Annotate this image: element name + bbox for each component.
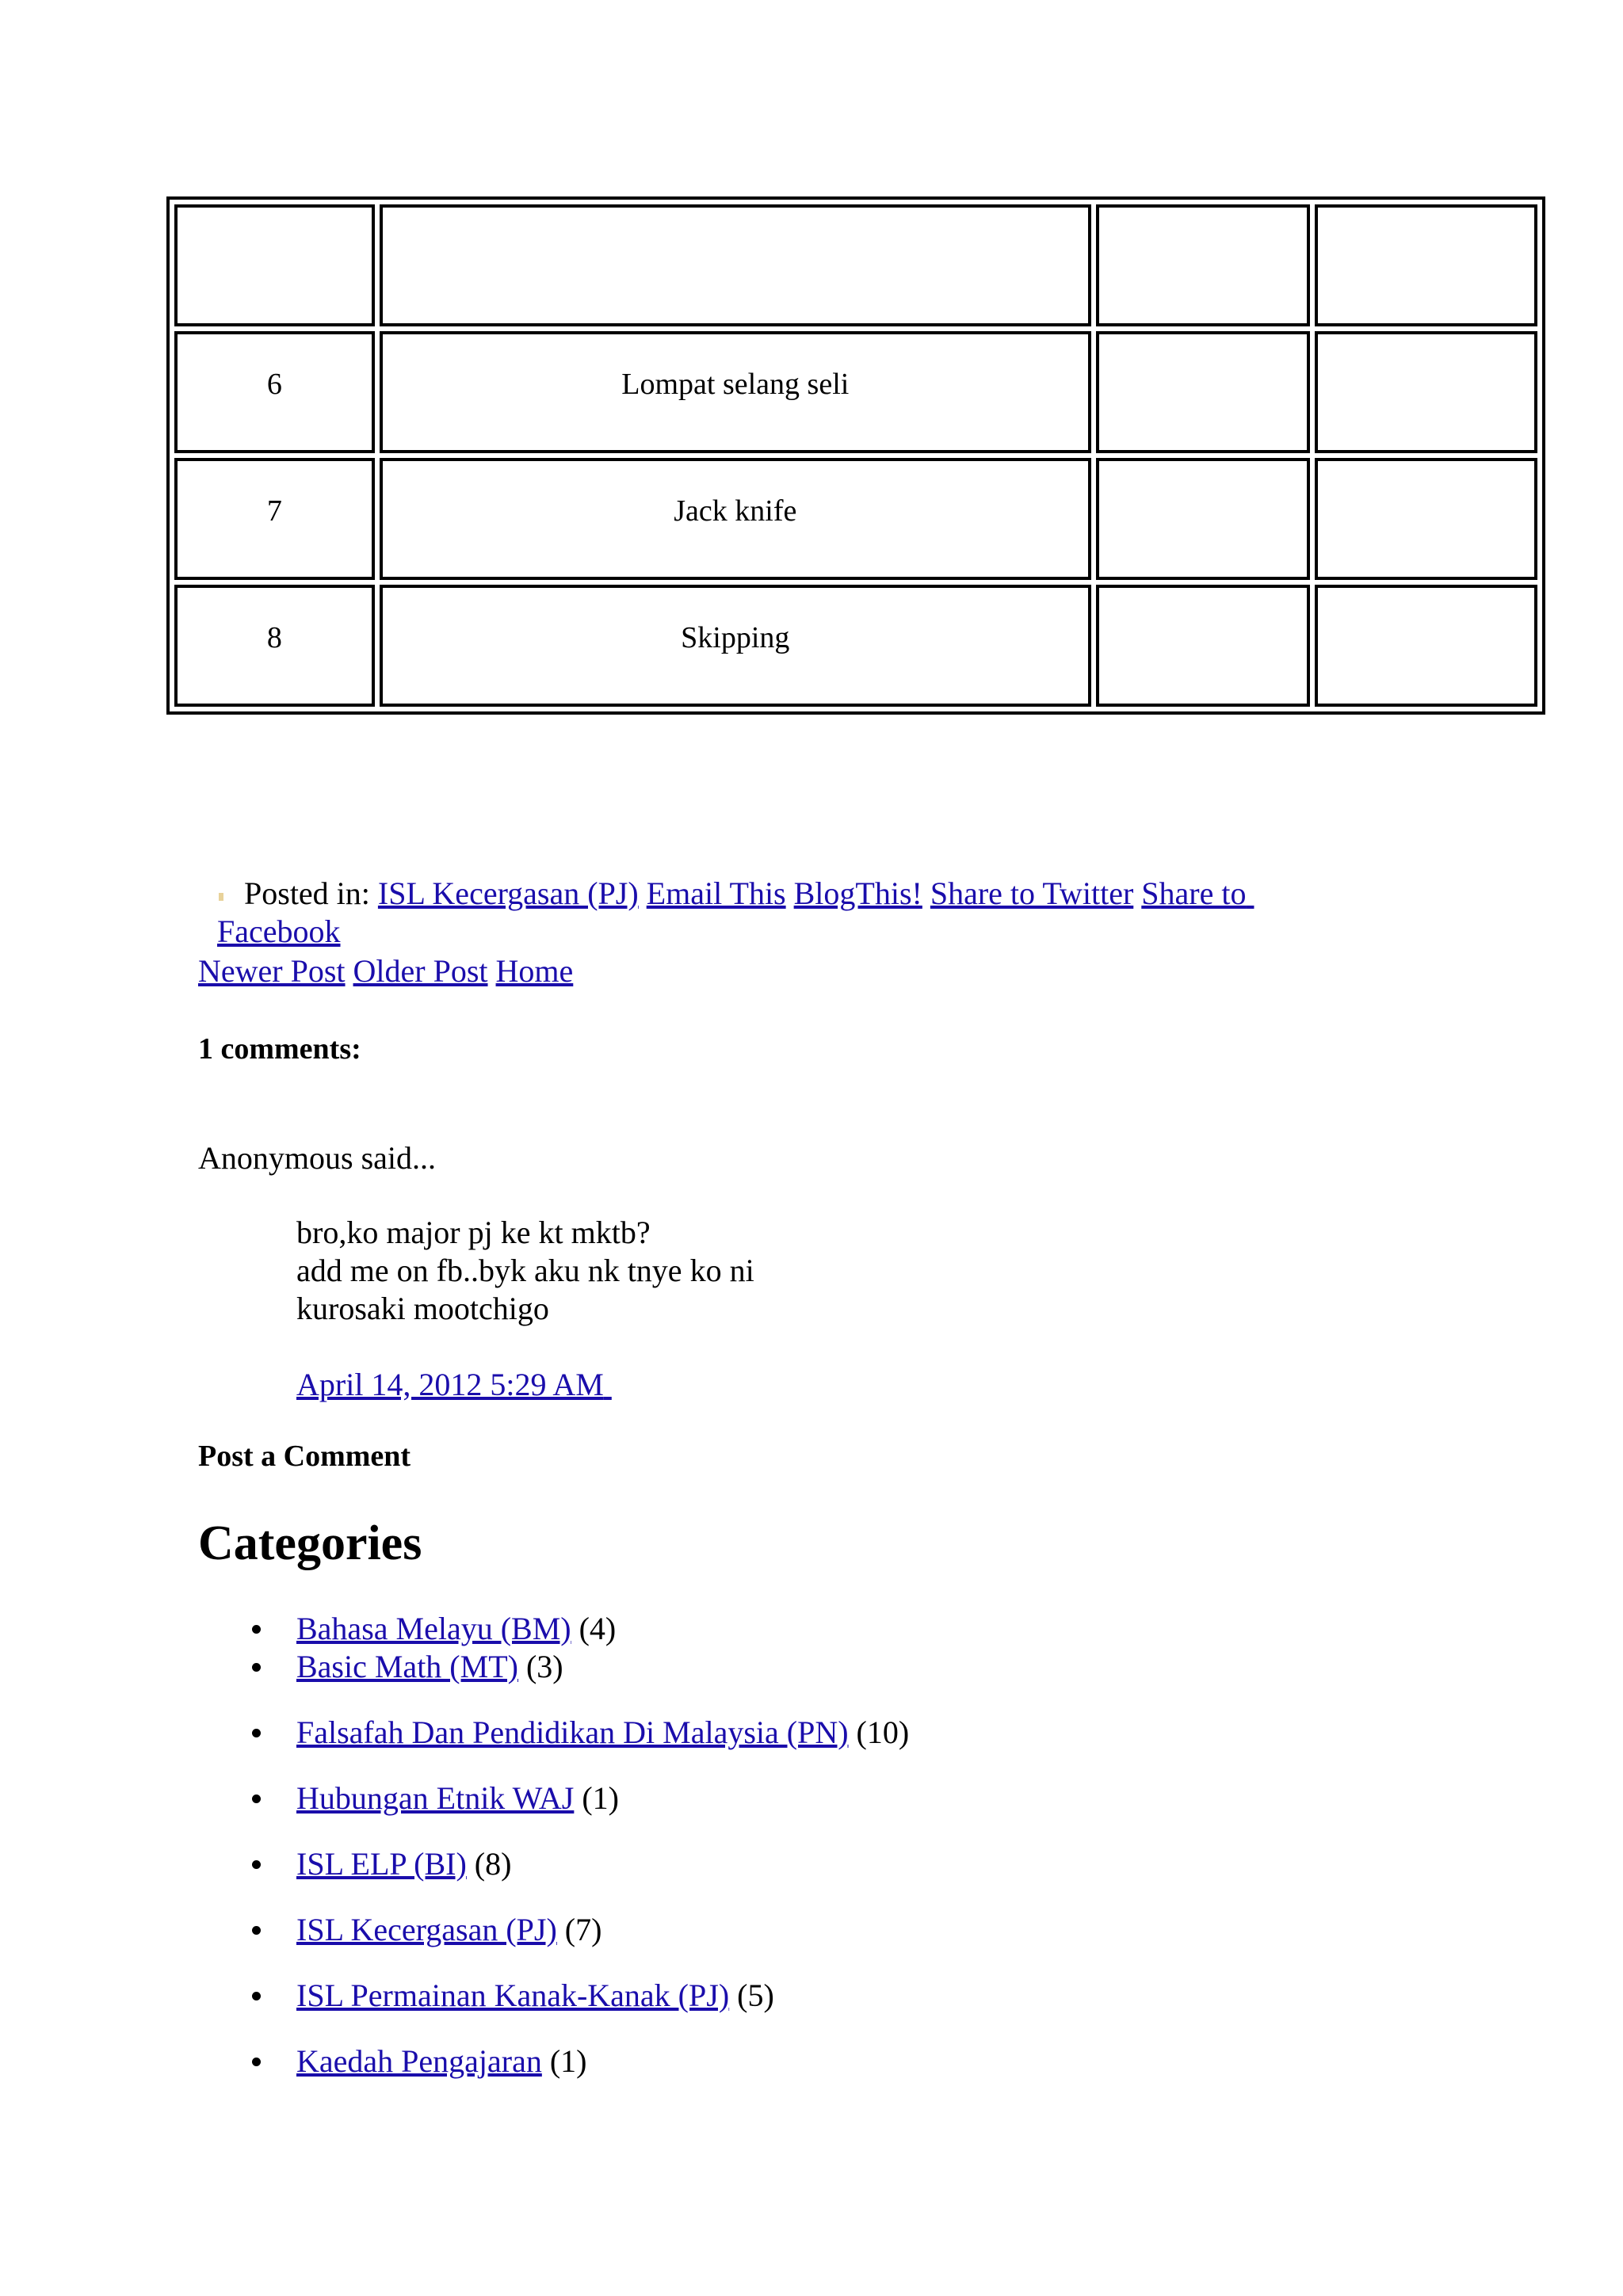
category-count: (1) bbox=[549, 2043, 587, 2079]
categories-heading: Categories bbox=[198, 1516, 422, 1570]
list-item bbox=[296, 1648, 909, 1686]
table-cell-exercise bbox=[380, 204, 1091, 326]
exercise-table bbox=[166, 196, 1545, 715]
category-link[interactable]: Bahasa Melayu (BM) bbox=[296, 1611, 571, 1646]
table-cell-exercise: Jack knife bbox=[380, 458, 1091, 580]
posted-in-label: Posted in: bbox=[244, 875, 370, 911]
newer-post-link[interactable]: Newer Post bbox=[198, 953, 346, 989]
older-post-link[interactable]: Older Post bbox=[353, 953, 488, 989]
table-row bbox=[174, 331, 1537, 453]
category-link[interactable]: Kaedah Pengajaran bbox=[296, 2043, 542, 2079]
share-facebook-link-text-continued: Facebook bbox=[217, 913, 341, 949]
category-link[interactable]: ISL Kecergasan (PJ) bbox=[296, 1912, 557, 1947]
category-link[interactable]: Basic Math (MT) bbox=[296, 1649, 518, 1684]
post-footer bbox=[219, 875, 1344, 951]
table-cell-blank bbox=[1315, 204, 1537, 326]
table-cell-blank bbox=[1096, 458, 1311, 580]
category-link[interactable]: ISL Kecergasan (PJ) bbox=[377, 875, 639, 911]
comment-timestamp-link[interactable] bbox=[296, 1367, 612, 1402]
table-row bbox=[174, 458, 1537, 580]
table-row bbox=[174, 204, 1537, 326]
comment-line: add me on fb..byk aku nk tnye ko ni bbox=[296, 1253, 754, 1288]
list-item bbox=[296, 1977, 909, 2015]
category-count: (10) bbox=[856, 1714, 910, 1750]
category-count: (1) bbox=[582, 1780, 619, 1816]
comment-date bbox=[296, 1366, 612, 1404]
comment-author: Anonymous said... bbox=[198, 1140, 436, 1176]
category-link[interactable]: ISL Permainan Kanak-Kanak (PJ) bbox=[296, 1978, 730, 2013]
table-cell-blank bbox=[1096, 585, 1311, 707]
category-link[interactable]: Hubungan Etnik WAJ bbox=[296, 1780, 575, 1816]
categories-list bbox=[296, 1610, 909, 2081]
list-item bbox=[296, 1845, 909, 1883]
category-link[interactable]: ISL ELP (BI) bbox=[296, 1846, 467, 1882]
list-item bbox=[296, 2042, 909, 2081]
table-cell-exercise: Lompat selang seli bbox=[380, 331, 1091, 453]
category-link[interactable]: Falsafah Dan Pendidikan Di Malaysia (PN) bbox=[296, 1714, 849, 1750]
email-this-link[interactable]: Email This bbox=[646, 875, 786, 911]
comment-body bbox=[296, 1214, 754, 1328]
share-facebook-link-text: Share to bbox=[1141, 875, 1247, 911]
table-cell-blank bbox=[1315, 331, 1537, 453]
post-comment-heading: Post a Comment bbox=[198, 1440, 411, 1473]
table-cell-blank bbox=[1096, 331, 1311, 453]
comment-line: bro,ko major pj ke kt mktb? bbox=[296, 1215, 651, 1250]
list-item bbox=[296, 1714, 909, 1752]
table-row bbox=[174, 585, 1537, 707]
table-cell-number: 8 bbox=[174, 585, 375, 707]
list-item bbox=[296, 1911, 909, 1949]
table-cell-blank bbox=[1315, 458, 1537, 580]
blogthis-link[interactable]: BlogThis! bbox=[793, 875, 922, 911]
share-twitter-link[interactable]: Share to Twitter bbox=[930, 875, 1134, 911]
list-item bbox=[296, 1610, 909, 1648]
comment-line: kurosaki mootchigo bbox=[296, 1291, 549, 1326]
table-cell-number: 6 bbox=[174, 331, 375, 453]
table-cell-exercise: Skipping bbox=[380, 585, 1091, 707]
label-icon bbox=[219, 893, 223, 901]
home-link[interactable]: Home bbox=[495, 953, 574, 989]
category-count: (4) bbox=[579, 1611, 617, 1646]
category-count: (8) bbox=[474, 1846, 512, 1882]
table-cell-number bbox=[174, 204, 375, 326]
comments-heading: 1 comments: bbox=[198, 1032, 361, 1066]
table-cell-number: 7 bbox=[174, 458, 375, 580]
table-cell-blank bbox=[1096, 204, 1311, 326]
list-item bbox=[296, 1779, 909, 1817]
post-navigation bbox=[198, 952, 573, 990]
comment-timestamp-text: April 14, 2012 5:29 AM bbox=[296, 1367, 604, 1402]
category-count: (3) bbox=[525, 1649, 563, 1684]
category-count: (7) bbox=[564, 1912, 602, 1947]
table-cell-blank bbox=[1315, 585, 1537, 707]
category-count: (5) bbox=[737, 1978, 774, 2013]
